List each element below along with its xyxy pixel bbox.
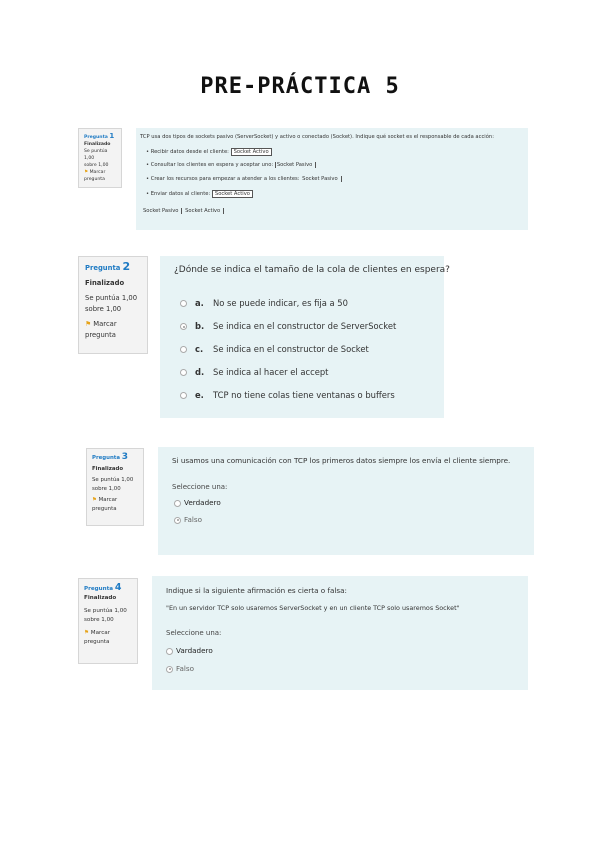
- answer-option[interactable]: d. Se indica al hacer el accept: [180, 367, 328, 377]
- question-content: [160, 256, 450, 418]
- radio-button[interactable]: [166, 648, 173, 655]
- answer-option[interactable]: Verdadero: [174, 498, 221, 507]
- question-state: Finalizado: [85, 279, 125, 287]
- question-text: Indique si la siguiente afirmación es cierta o falsa:: [166, 586, 347, 595]
- flag-icon: ⚑: [84, 170, 89, 175]
- question-score: Se puntúa 1,00 sobre 1,00: [85, 294, 138, 313]
- question-number: Pregunta 4: [84, 582, 122, 593]
- answer-option[interactable]: Falso: [166, 664, 194, 673]
- question-number: Pregunta 3: [92, 452, 128, 462]
- question-text: Si usamos una comunicación con TCP los primeros datos siempre los envía el cliente siempre.: [172, 456, 511, 465]
- answer-select[interactable]: Socket Activo: [231, 148, 272, 156]
- question-info-panel: [78, 578, 138, 664]
- question-statement: "En un servidor TCP solo usaremos ServerSocket y en un cliente TCP solo usaremos Socket": [166, 604, 460, 612]
- question-info-panel: [78, 128, 122, 188]
- question-content: [158, 447, 534, 555]
- answer-select[interactable]: Socket Pasivo: [275, 162, 316, 168]
- question-state: Finalizado: [84, 142, 111, 147]
- answer-select[interactable]: Socket Activo: [212, 190, 253, 198]
- question-text: ¿Dónde se indica el tamaño de la cola de clientes en espera?: [174, 265, 450, 275]
- flag-question-link[interactable]: ⚑ Marcar pregunta: [84, 630, 111, 645]
- question-content: [152, 576, 528, 690]
- question-state: Finalizado: [84, 595, 117, 601]
- answer-option[interactable]: Vardadero: [166, 646, 213, 655]
- radio-button-selected[interactable]: [166, 666, 173, 673]
- question-text: TCP usa dos tipos de sockets pasivo (ServerSocket) y activo o conectado (Socket). Indique qué socket es el responsable de cada acción:: [140, 134, 494, 140]
- select-label: Seleccione una:: [166, 629, 222, 637]
- answer-option[interactable]: b. Se indica en el constructor de ServerSocket: [180, 321, 396, 331]
- flag-icon: ⚑: [85, 320, 92, 328]
- radio-button[interactable]: [180, 300, 187, 307]
- question-state: Finalizado: [92, 465, 124, 472]
- flag-icon: ⚑: [92, 497, 97, 503]
- question-info-panel: [86, 448, 144, 526]
- answer-choices: Socket Pasivo Socket Activo: [142, 208, 224, 214]
- match-item: • Enviar datos al cliente: Socket Activo: [146, 190, 253, 198]
- answer-option[interactable]: c. Se indica en el constructor de Socket: [180, 344, 369, 354]
- radio-button[interactable]: [174, 500, 181, 507]
- question-score: Se puntúa 1,00 sobre 1,00: [92, 477, 134, 492]
- answer-option[interactable]: Falso: [174, 515, 202, 524]
- answer-option[interactable]: a. No se puede indicar, es fija a 50: [180, 298, 348, 308]
- flag-icon: ⚑: [84, 630, 90, 636]
- question-info-panel: [78, 256, 148, 354]
- match-item: • Crear los recursos para empezar a atender a los clientes: Socket Pasivo: [146, 176, 342, 182]
- radio-button[interactable]: [180, 346, 187, 353]
- document-title: PRE-PRÁCTICA 5: [200, 74, 400, 99]
- question-number: Pregunta 1: [84, 132, 115, 140]
- question-number: Pregunta 2: [85, 260, 131, 273]
- question-score: Se puntúa 1,00 sobre 1,00: [84, 608, 127, 623]
- answer-select[interactable]: Socket Pasivo: [301, 176, 341, 182]
- question-content: [136, 128, 528, 230]
- flag-question-link[interactable]: ⚑ Marcar pregunta: [85, 320, 117, 339]
- radio-button-selected[interactable]: [180, 323, 187, 330]
- question-score: Se puntúa 1,00 sobre 1,00: [84, 149, 109, 168]
- radio-button-selected[interactable]: [174, 517, 181, 524]
- flag-question-link[interactable]: ⚑ Marcar pregunta: [84, 170, 106, 182]
- radio-button[interactable]: [180, 392, 187, 399]
- radio-button[interactable]: [180, 369, 187, 376]
- answer-option[interactable]: e. TCP no tiene colas tiene ventanas o buffers: [180, 390, 395, 400]
- match-item: • Consultar los clientes en espera y aceptar uno: Socket Pasivo: [146, 162, 316, 168]
- select-label: Seleccione una:: [172, 483, 228, 491]
- flag-question-link[interactable]: ⚑ Marcar pregunta: [92, 497, 118, 512]
- match-item: • Recibir datos desde el cliente: Socket Activo: [146, 148, 272, 156]
